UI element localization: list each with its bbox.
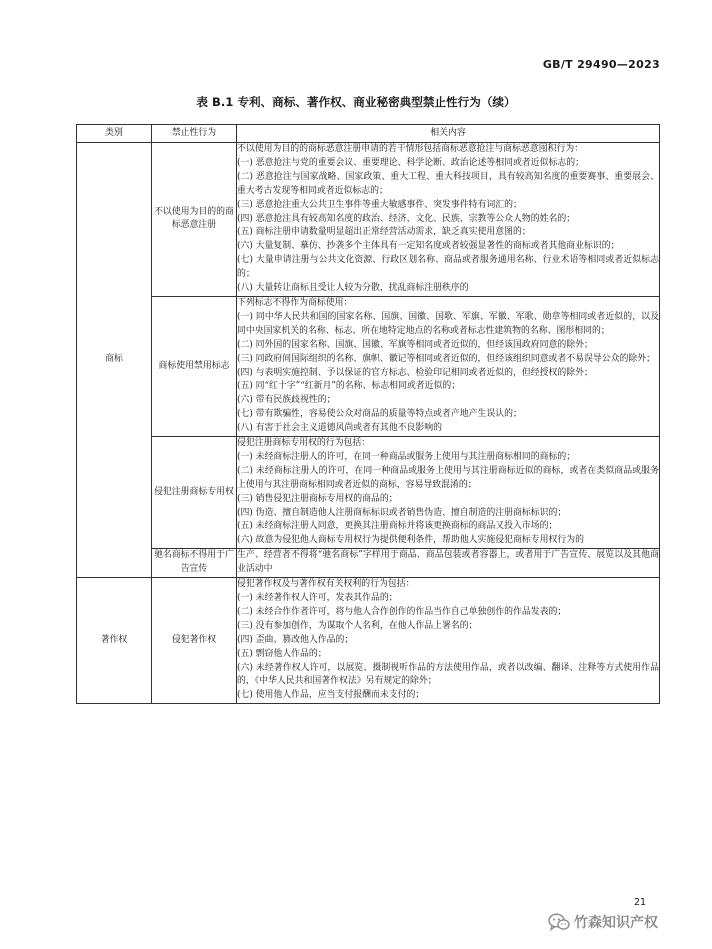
content-item: (七) 带有欺骗性，容易使公众对商品的质量等特点或者产地产生误认的； <box>237 409 522 420</box>
content-cell <box>237 578 660 704</box>
standard-code: GB/T 29490—2023 <box>542 58 660 71</box>
content-cell <box>237 437 660 549</box>
content-item: (五) 未经商标注册人同意，更换其注册商标并将该更换商标的商品又投入市场的； <box>237 521 558 532</box>
watermark-text: 竹森知识产权 <box>574 915 658 931</box>
content-item: (八) 大量转让商标且受让人较为分散，扰乱商标注册秩序的 <box>237 283 469 294</box>
content-item: (一) 同中华人民共和国的国家名称、国旗、国徽、国歌、军旗、军徽、军歌、勋章等相同或者近似的，以及同中央国家机关的名称、标志、所在地特定地点的名称或者标志性建筑物的名称、图形相同的； <box>237 311 659 336</box>
content-item: (二) 恶意抢注与国家战略、国家政策、重大工程、重大科技项目，具有较高知名度的重要赛事、重要展会、重大考古发现等相同或者近似标志的； <box>237 171 659 196</box>
content-item: (二) 同外国的国家名称、国旗、国徽、军旗等相同或者近似的，但经该国政府同意的除外； <box>237 339 593 350</box>
content-item: 侵犯著作权及与著作权有关权利的行为包括： <box>237 579 415 590</box>
content-item: (三) 恶意抢注重大公共卫生事件等重大敏感事件、突发事件特有词汇的； <box>237 199 522 210</box>
content-item: 侵犯注册商标专用权的行为包括： <box>237 438 371 449</box>
table-title: 表 B.1 专利、商标、著作权、商业秘密典型禁止性行为（续） <box>196 95 516 109</box>
behavior-cell: 不以使用为目的的商标恶意注册 <box>152 143 237 297</box>
content-item: 下列标志不得作为商标使用： <box>237 297 353 308</box>
content-cell <box>237 549 660 578</box>
prohibited-behaviors-table <box>76 124 660 704</box>
category-cell-trademark: 商标 <box>77 143 152 578</box>
content-item: (二) 未经合作作者许可，将与他人合作创作的作品当作自己单独创作的作品发表的； <box>237 606 567 617</box>
content-item: (一) 未经商标注册人的许可，在同一种商品或服务上使用与其注册商标相同的商标的； <box>237 451 576 462</box>
behavior-cell: 侵犯著作权 <box>152 578 237 704</box>
content-item: (三) 销售侵犯注册商标专用权的商品的； <box>237 493 398 504</box>
table-row <box>77 437 660 549</box>
content-item: (六) 未经著作权人许可，以展览、摄制视听作品的方法使用作品，或者以改编、翻译、注释等方式使用作品的，《中华人民共和国著作权法》另有规定的除外； <box>237 662 659 687</box>
content-cell <box>237 296 660 436</box>
wechat-icon <box>548 913 570 931</box>
table-row <box>77 143 660 297</box>
content-item: (五) 商标注册申请数量明显超出正常经营活动需求，缺乏真实使用意图的； <box>237 227 531 238</box>
content-item: (三) 同政府间国际组织的名称、旗帜、徽记等相同或者近似的，但经该组织同意或者不易误导公众的除外； <box>237 353 655 364</box>
column-header-behavior: 禁止性行为 <box>152 125 237 143</box>
content-item: (一) 未经著作权人许可，发表其作品的； <box>237 593 398 603</box>
behavior-cell: 商标使用禁用标志 <box>152 296 237 436</box>
content-item: (七) 大量申请注册与公共文化资源、行政区划名称、商品或者服务通用名称、行业术语等相同或者近似标志的； <box>237 255 659 280</box>
content-item: (二) 未经商标注册人的许可，在同一种商品或服务上使用与其注册商标近似的商标，或者在类似商品或服务上使用与其注册商标相同或者近似的商标，容易导致混淆的； <box>237 465 659 490</box>
content-item: (一) 恶意抢注与党的重要会议、重要理论、科学论断、政治论述等相同或者近似标志的； <box>237 157 584 168</box>
content-item: (五) 同“红十字”“红新月”的名称、标志相同或者近似的； <box>237 381 461 392</box>
page-number: 21 <box>634 897 647 908</box>
content-cell <box>237 143 660 297</box>
watermark <box>548 912 658 932</box>
behavior-cell: 侵犯注册商标专用权 <box>152 437 237 549</box>
content-item: (七) 使用他人作品，应当支付报酬而未支付的； <box>237 690 425 701</box>
content-item: (五) 剽窃他人作品的； <box>237 648 327 659</box>
content-item: 不以使用为目的的商标恶意注册申请的若干情形包括商标恶意抢注与商标恶意囤积行为： <box>237 144 584 154</box>
table-row <box>77 578 660 704</box>
column-header-category: 类别 <box>77 125 152 143</box>
behavior-cell: 驰名商标不得用于广告宣传 <box>152 549 237 578</box>
content-item: (八) 有害于社会主义道德风尚或者有其他不良影响的 <box>237 423 442 434</box>
content-item: (四) 伪造、擅自制造他人注册商标标识或者销售伪造、擅自制造的注册商标标识的； <box>237 507 567 518</box>
content-item: (六) 带有民族歧视性的； <box>237 395 336 406</box>
table-header-row <box>77 125 660 143</box>
content-item: 生产、经营者不得将“驰名商标”字样用于商品、商品包装或者容器上，或者用于广告宣传、展览以及其他商业活动中 <box>237 550 659 575</box>
content-item: (六) 故意为侵犯他人商标专用权行为提供便利条件，帮助他人实施侵犯商标专用权行为的 <box>237 535 584 546</box>
table-row <box>77 549 660 578</box>
column-header-content: 相关内容 <box>237 125 660 143</box>
table-row <box>77 296 660 436</box>
content-item: (六) 大量复制、摹仿、抄袭多个主体具有一定知名度或者较强显著性的商标或者其他商业标识的； <box>237 241 620 252</box>
category-cell-copyright: 著作权 <box>77 578 152 704</box>
content-item: (三) 没有参加创作，为谋取个人名利，在他人作品上署名的； <box>237 620 478 631</box>
content-item: (四) 与表明实施控制、予以保证的官方标志、检验印记相同或者近似的，但经授权的除外； <box>237 367 593 378</box>
content-item: (四) 恶意抢注具有较高知名度的政治、经济、文化、民族、宗教等公众人物的姓名的； <box>237 213 576 224</box>
content-item: (四) 歪曲、篡改他人作品的； <box>237 634 354 645</box>
